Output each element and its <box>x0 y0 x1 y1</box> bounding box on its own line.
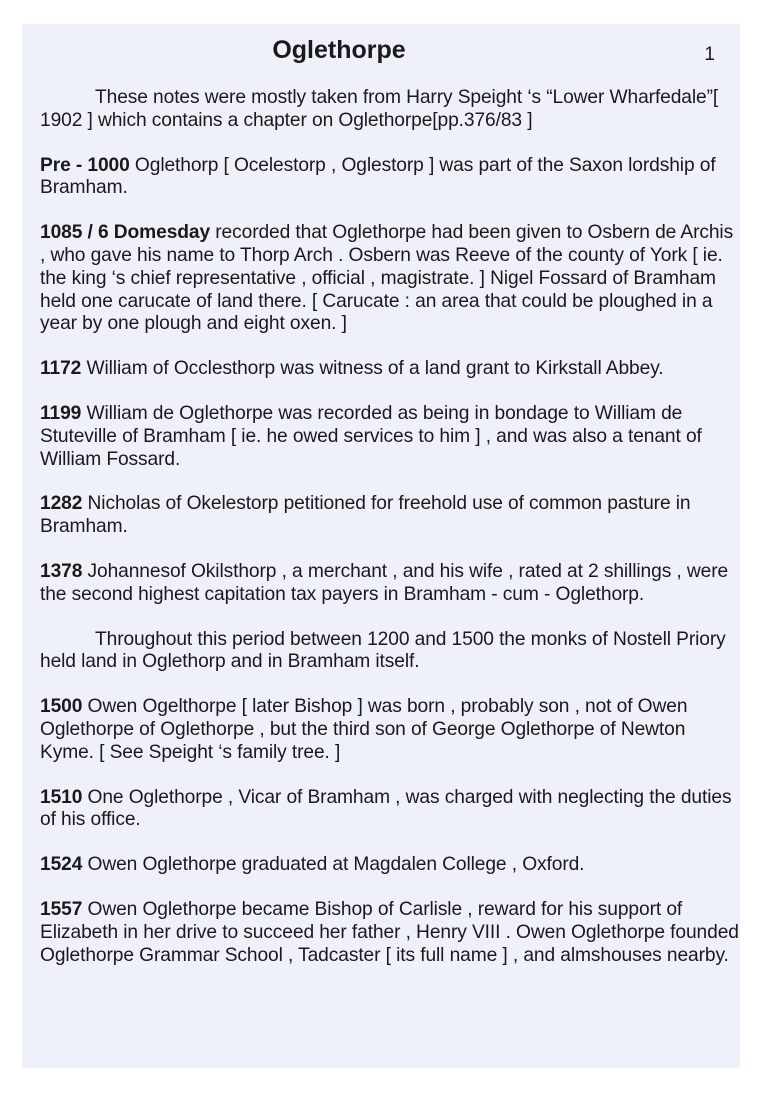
entry-1500 <box>40 696 740 764</box>
entry-year: 1510 <box>40 786 83 808</box>
entry-text: Oglethorp [ Ocelestorp , Oglestorp ] was part of the Saxon lordship of Bramham. <box>40 154 716 199</box>
entry-year: Pre - 1000 <box>40 154 130 176</box>
page-number: 1 <box>704 44 715 65</box>
entry-year: 1172 <box>40 358 82 380</box>
entry-year: 1282 <box>40 493 83 515</box>
document-body <box>40 87 740 989</box>
entry-pre-1000 <box>40 155 740 201</box>
entry-year: 1085 / 6 Domesday <box>40 222 211 244</box>
entry-year: 1500 <box>40 696 83 718</box>
entry-text: William de Oglethorpe was recorded as being in bondage to William de Stuteville of Bramham [ ie. he owed services to him ] , and was also a tenant of William Fossard. <box>40 402 702 470</box>
entry-1085 <box>40 222 740 336</box>
entry-text: One Oglethorpe , Vicar of Bramham , was charged with neglecting the duties of his office. <box>40 786 732 831</box>
entry-text: William of Occlesthorp was witness of a land grant to Kirkstall Abbey. <box>81 358 664 380</box>
entry-1282 <box>40 493 740 539</box>
entry-text: recorded that Oglethorpe had been given to Osbern de Archis , who gave his name to Thorp Arch . Osbern was Reeve of the county of York [ ie. the king ‘s chief representative , official , magistrate. ] Nigel Fossard of Bramham held one carucate of land there. [ Carucate : an area that could be ploughed in a year by one plough and eight oxen. ] <box>40 222 734 335</box>
entry-1524 <box>40 854 740 877</box>
entry-1199 <box>40 403 740 471</box>
entry-1378 <box>40 561 740 607</box>
entry-text: Johannesof Okilsthorp , a merchant , and his wife , rated at 2 shillings , were the second highest capitation tax payers in Bramham - cum - Oglethorp. <box>40 560 729 605</box>
entry-text: Owen Oglethorpe graduated at Magdalen College , Oxford. <box>82 854 585 876</box>
entry-1557 <box>40 899 740 967</box>
entry-text: Nicholas of Okelestorp petitioned for freehold use of common pasture in Bramham. <box>40 493 691 538</box>
entry-1172 <box>40 358 740 381</box>
entry-year: 1524 <box>40 854 83 876</box>
document-page <box>22 24 740 1068</box>
entry-text: Owen Oglethorpe became Bishop of Carlisle , reward for his support of Elizabeth in her drive to succeed her father , Henry VIII . Owen Oglethorpe founded Oglethorpe Grammar School , Tadcaster [ its full name ] , and almshouses nearby. <box>40 898 739 966</box>
entry-1510 <box>40 787 740 833</box>
entry-year: 1557 <box>40 898 83 920</box>
page-title <box>22 36 740 65</box>
entry-year: 1378 <box>40 560 83 582</box>
entry-year: 1199 <box>40 402 82 424</box>
page-title-text: Oglethorpe <box>272 36 406 64</box>
priory-paragraph: Throughout this period between 1200 and 1500 the monks of Nostell Priory held land in Oglethorp and in Bramham itself. <box>40 628 726 673</box>
intro-paragraph: These notes were mostly taken from Harry Speight ‘s “Lower Wharfedale”[ 1902 ] which contains a chapter on Oglethorpe[pp.376/83 ] <box>40 87 719 131</box>
entry-text: Owen Ogelthorpe [ later Bishop ] was born , probably son , not of Owen Oglethorpe of Oglethorpe , but the third son of George Oglethorpe of Newton Kyme. [ See Speight ‘s family tree. ] <box>40 696 688 763</box>
